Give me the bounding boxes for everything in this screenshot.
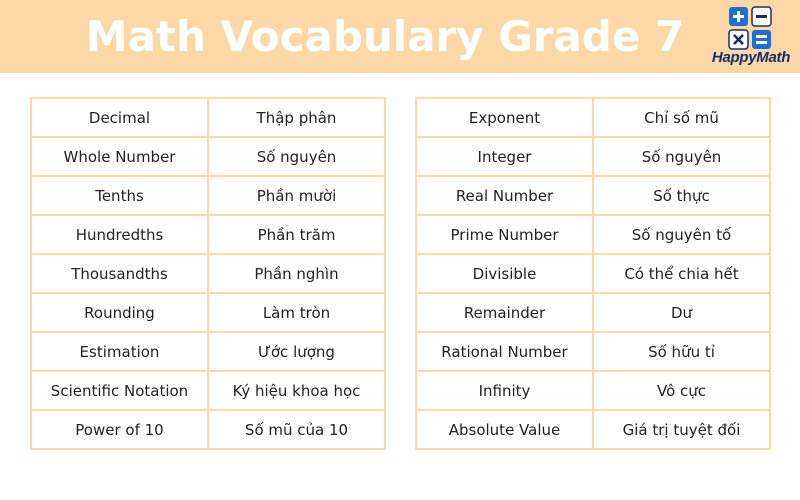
calculator-icon xyxy=(728,6,772,50)
translation-cell: Số hữu tỉ xyxy=(593,332,770,371)
translation-cell: Thập phân xyxy=(208,98,385,137)
term-cell: Tenths xyxy=(31,176,208,215)
term-cell: Prime Number xyxy=(416,215,593,254)
term-cell: Rational Number xyxy=(416,332,593,371)
term-cell: Thousandths xyxy=(31,254,208,293)
table-row xyxy=(416,332,770,371)
table-row xyxy=(31,254,385,293)
term-cell: Rounding xyxy=(31,293,208,332)
term-cell: Real Number xyxy=(416,176,593,215)
vocab-table-left xyxy=(30,97,386,450)
table-row xyxy=(31,293,385,332)
table-row xyxy=(31,176,385,215)
table-row xyxy=(416,137,770,176)
term-cell: Decimal xyxy=(31,98,208,137)
term-cell: Divisible xyxy=(416,254,593,293)
translation-cell: Giá trị tuyệt đối xyxy=(593,410,770,449)
table-row xyxy=(31,215,385,254)
table-row xyxy=(416,98,770,137)
table-row xyxy=(31,98,385,137)
table-row xyxy=(416,371,770,410)
translation-cell: Ký hiệu khoa học xyxy=(208,371,385,410)
translation-cell: Ước lượng xyxy=(208,332,385,371)
table-row xyxy=(31,137,385,176)
table-row xyxy=(416,215,770,254)
translation-cell: Số mũ của 10 xyxy=(208,410,385,449)
translation-cell: Số nguyên xyxy=(593,137,770,176)
table-row xyxy=(416,254,770,293)
term-cell: Infinity xyxy=(416,371,593,410)
term-cell: Power of 10 xyxy=(31,410,208,449)
logo-text: HappyMath xyxy=(711,49,791,66)
term-cell: Exponent xyxy=(416,98,593,137)
term-cell: Whole Number xyxy=(31,137,208,176)
translation-cell: Phần trăm xyxy=(208,215,385,254)
happymath-logo xyxy=(702,2,800,70)
table-row xyxy=(31,410,385,449)
term-cell: Absolute Value xyxy=(416,410,593,449)
translation-cell: Số nguyên tố xyxy=(593,215,770,254)
term-cell: Hundredths xyxy=(31,215,208,254)
term-cell: Scientific Notation xyxy=(31,371,208,410)
table-row xyxy=(416,410,770,449)
translation-cell: Phần nghìn xyxy=(208,254,385,293)
table-row xyxy=(416,293,770,332)
vocab-table-right xyxy=(415,97,771,450)
table-row xyxy=(31,332,385,371)
term-cell: Integer xyxy=(416,137,593,176)
translation-cell: Số thực xyxy=(593,176,770,215)
table-row xyxy=(31,371,385,410)
header-banner xyxy=(0,0,800,73)
translation-cell: Chỉ số mũ xyxy=(593,98,770,137)
page-title: Math Vocabulary Grade 7 xyxy=(85,12,685,61)
term-cell: Remainder xyxy=(416,293,593,332)
term-cell: Estimation xyxy=(31,332,208,371)
translation-cell: Số nguyên xyxy=(208,137,385,176)
translation-cell: Có thể chia hết xyxy=(593,254,770,293)
translation-cell: Dư xyxy=(593,293,770,332)
translation-cell: Vô cực xyxy=(593,371,770,410)
translation-cell: Phần mười xyxy=(208,176,385,215)
table-row xyxy=(416,176,770,215)
translation-cell: Làm tròn xyxy=(208,293,385,332)
